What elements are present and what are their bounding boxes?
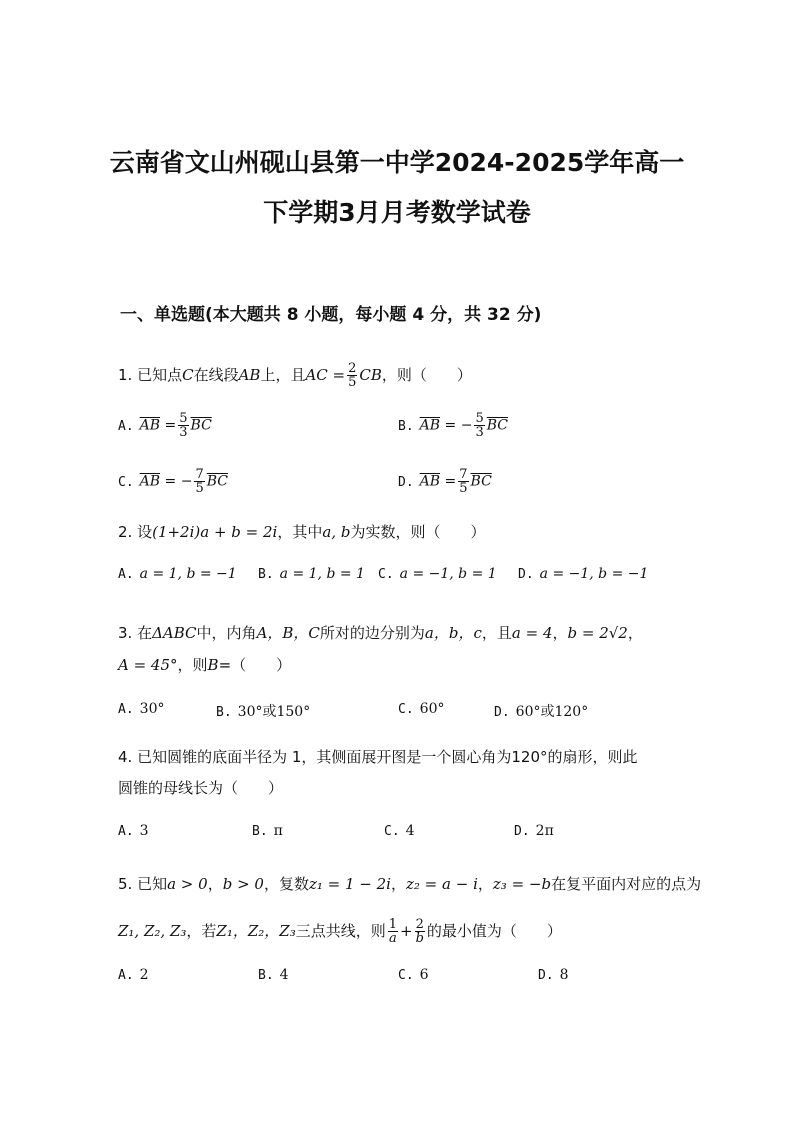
q3-option-c[interactable] <box>398 701 444 717</box>
q3-option-d[interactable] <box>494 701 588 721</box>
q5-option-d[interactable] <box>538 967 569 983</box>
option-label: B. <box>258 567 274 582</box>
option-text: 2 <box>139 967 149 983</box>
option-text: 8 <box>559 967 569 983</box>
option-label: D. <box>538 968 554 983</box>
q4-option-b[interactable] <box>252 823 283 839</box>
option-fraction <box>474 412 484 439</box>
frac-num: 7 <box>195 467 204 482</box>
frac-num: 5 <box>179 411 188 426</box>
q1-segment-ab: AB <box>238 366 261 384</box>
frac-den: 3 <box>179 425 188 440</box>
q1-option-d[interactable] <box>398 468 492 495</box>
question-5-stem-line-2 <box>118 918 562 945</box>
q5-text-c: ，复数 <box>263 875 309 893</box>
frac-den: 5 <box>195 481 204 496</box>
q5-z3: z₃ = −b <box>492 875 552 893</box>
q3-triangle: ΔABC <box>152 624 197 642</box>
option-sign: = <box>164 417 177 434</box>
q3-text-h: =（ ） <box>218 656 292 674</box>
q5-text-f: 在复平面内对应的点为 <box>551 875 702 893</box>
q2-option-d[interactable] <box>518 566 648 582</box>
question-3-stem-line-2 <box>118 654 291 675</box>
q3-option-b[interactable] <box>216 701 310 721</box>
vector-ab: $\overline{AB}$ <box>419 417 441 434</box>
frac-den: b <box>415 931 424 946</box>
frac-den: 3 <box>475 425 484 440</box>
option-text: 30°或150° <box>237 704 311 720</box>
option-text: π <box>273 823 283 839</box>
option-text: 6 <box>419 967 429 983</box>
q3-text-d: ，且 <box>481 624 512 642</box>
option-sign: = − <box>444 417 473 434</box>
q5-text-e: ， <box>477 875 493 893</box>
option-text: a = 1, b = −1 <box>139 566 237 582</box>
q3-angles: A，B，C <box>256 624 320 642</box>
q3-text-e: ， <box>552 624 568 642</box>
q5-fraction-1 <box>388 918 398 945</box>
question-4-stem-line-1: 4. 已知圆锥的底面半径为 1，其侧面展开图是一个圆心角为120°的扇形，则此 <box>118 748 638 766</box>
q3-text-g: ，则 <box>177 656 208 674</box>
option-text: 30° <box>139 701 165 717</box>
q4-option-a[interactable] <box>118 823 149 839</box>
q3-text-f: ， <box>627 624 643 642</box>
option-label: B. <box>216 705 232 720</box>
question-4-stem-line-2: 圆锥的母线长为（ ） <box>118 779 284 797</box>
option-label: C. <box>384 824 400 839</box>
q2-text-b: ，其中 <box>277 523 323 541</box>
frac-num: 5 <box>475 411 484 426</box>
option-label: A. <box>118 824 134 839</box>
option-fraction <box>458 468 468 495</box>
q5-z1: z₁ = 1 − 2i <box>308 875 391 893</box>
q4-option-d[interactable] <box>514 823 554 839</box>
frac-den: a <box>388 931 397 946</box>
option-text: a = −1, b = −1 <box>539 566 649 582</box>
q5-cond-b: b > 0 <box>222 875 264 893</box>
q1-fraction <box>347 362 357 389</box>
q1-text-c: 上，且 <box>260 366 306 384</box>
option-fraction <box>194 468 204 495</box>
option-label: C. <box>398 702 414 717</box>
option-label: D. <box>514 824 530 839</box>
q5-plus: + <box>400 922 413 940</box>
option-label: D. <box>398 474 414 490</box>
q3-option-a[interactable] <box>118 701 164 717</box>
q1-option-a[interactable] <box>118 412 212 439</box>
option-label: D. <box>518 567 534 582</box>
question-3-stem-line-1 <box>118 622 643 643</box>
option-label: D. <box>494 705 510 720</box>
frac-den: 5 <box>459 481 468 496</box>
vector-ab: $\overline{AB}$ <box>139 417 161 434</box>
q1-option-c[interactable] <box>118 468 228 495</box>
q3-cond-b: b = 2√2 <box>567 624 628 642</box>
q1-option-b[interactable] <box>398 412 508 439</box>
q5-text-a: 5. 已知 <box>118 875 168 893</box>
option-label: C. <box>398 968 414 983</box>
q1-text-d: ，则（ ） <box>381 366 472 384</box>
q5-points-2: Z₁，Z₂，Z₃ <box>216 922 296 940</box>
q5-fraction-2 <box>415 918 425 945</box>
q1-frac-den: 5 <box>348 375 357 390</box>
option-text: 4 <box>405 823 415 839</box>
option-text: 2π <box>535 823 554 839</box>
q5-text-g: ，若 <box>186 922 217 940</box>
q1-expr: AC = <box>305 366 346 384</box>
q3-text-b: 中，内角 <box>196 624 257 642</box>
option-text: 3 <box>139 823 149 839</box>
option-sign: = − <box>164 473 193 490</box>
q3-text-a: 3. 在 <box>118 624 153 642</box>
q2-option-b[interactable] <box>258 566 365 582</box>
q5-points: Z₁, Z₂, Z₃ <box>118 922 187 940</box>
q5-option-c[interactable] <box>398 967 429 983</box>
option-label: C. <box>118 474 134 490</box>
q2-option-c[interactable] <box>378 566 497 582</box>
q5-text-h: 三点共线，则 <box>295 922 386 940</box>
q1-point-c: C <box>182 366 194 384</box>
q2-text-c: 为实数，则（ ） <box>350 523 486 541</box>
option-label: A. <box>118 418 134 434</box>
q5-z2: z₂ = a − i <box>406 875 478 893</box>
title-line-1: 云南省文山州砚山县第一中学2024-2025学年高一 <box>109 148 685 177</box>
q2-text-a: 2. 设 <box>118 523 153 541</box>
vector-ab: $\overline{AB}$ <box>139 473 161 490</box>
q5-text-d: ， <box>390 875 406 893</box>
vector-bc: $\overline{BC}$ <box>190 417 212 434</box>
frac-num: 7 <box>459 467 468 482</box>
option-label: A. <box>118 567 134 582</box>
section-heading: 一、单选题(本大题共 8 小题，每小题 4 分，共 32 分) <box>120 305 542 325</box>
q5-option-a[interactable] <box>118 967 149 983</box>
q5-cond-a: a > 0 <box>167 875 208 893</box>
option-text: a = −1, b = 1 <box>399 566 497 582</box>
q5-text-b: ， <box>207 875 223 893</box>
option-label: B. <box>398 418 414 434</box>
title-line-2: 下学期3月月考数学试卷 <box>263 198 531 227</box>
vector-bc: $\overline{BC}$ <box>486 417 508 434</box>
q5-text-i: 的最小值为（ ） <box>426 922 562 940</box>
option-text: 60°或120° <box>515 704 589 720</box>
q1-text-a: 1. 已知点 <box>118 366 183 384</box>
q5-option-b[interactable] <box>258 967 289 983</box>
option-text: 4 <box>279 967 289 983</box>
option-label: B. <box>258 968 274 983</box>
option-fraction <box>178 412 188 439</box>
q1-expr-cb: CB <box>359 366 382 384</box>
q3-text-c: 所对的边分别为 <box>319 624 425 642</box>
vector-ab: $\overline{AB}$ <box>419 473 441 490</box>
q3-angle-b: B <box>207 656 219 674</box>
option-label: A. <box>118 968 134 983</box>
option-label: C. <box>378 567 394 582</box>
frac-num: 2 <box>415 917 424 932</box>
option-text: 60° <box>419 701 445 717</box>
frac-num: 1 <box>388 917 398 932</box>
vector-bc: $\overline{BC}$ <box>470 473 492 490</box>
q3-cond-a: a = 4 <box>511 624 553 642</box>
option-text: a = 1, b = 1 <box>279 566 365 582</box>
q2-vars: a, b <box>322 523 351 541</box>
q2-option-a[interactable] <box>118 566 237 582</box>
option-label: B. <box>252 824 268 839</box>
vector-bc: $\overline{BC}$ <box>206 473 228 490</box>
option-label: A. <box>118 702 134 717</box>
q2-equation: (1+2i)a + b = 2i <box>152 523 278 541</box>
q4-option-c[interactable] <box>384 823 415 839</box>
question-5-stem-line-1 <box>118 873 701 894</box>
q1-text-b: 在线段 <box>193 366 239 384</box>
q3-cond-angle: A = 45° <box>118 656 178 674</box>
question-2-stem <box>118 521 485 542</box>
q1-frac-num: 2 <box>348 361 357 376</box>
question-1-stem <box>118 362 472 389</box>
option-sign: = <box>444 473 457 490</box>
q3-sides: a，b，c <box>424 624 482 642</box>
